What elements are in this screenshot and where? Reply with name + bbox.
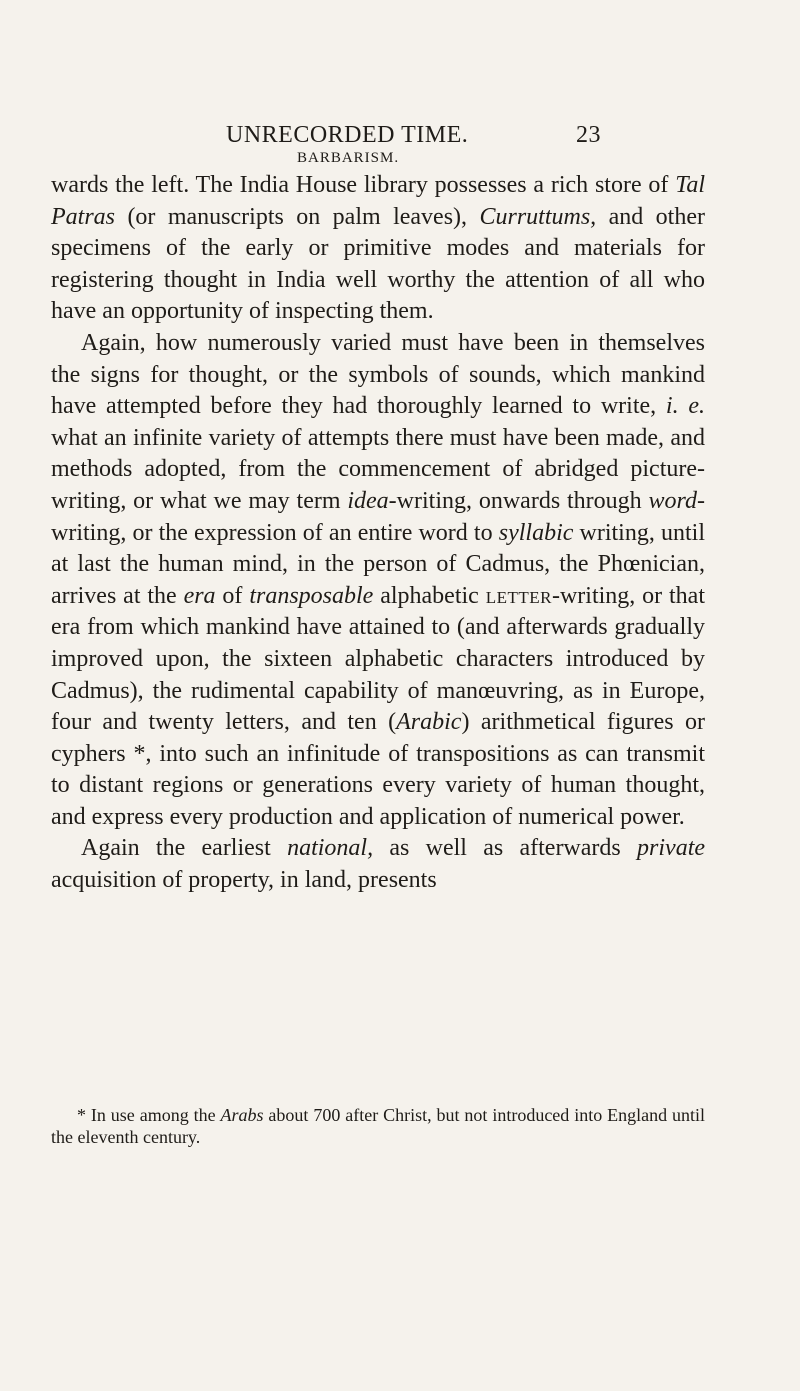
text-run: writing, until at last the human mind, in the person of Cadmus, the Phœnician, arrives at the <box>51 519 705 609</box>
page-number: 23 <box>576 122 601 148</box>
text-run: ) arithmetical figures or cyphers *, into such an infinitude of transpositions as can transmit to distant regions or generations every variety of human thought, and express every production and application of numerical power. <box>51 709 705 830</box>
text-run: -writing, or the expression of an entire word to <box>51 487 705 546</box>
paragraph-1 <box>51 170 705 328</box>
italic-run: era <box>183 582 216 609</box>
paragraph-2 <box>51 328 705 834</box>
italic-run: national, <box>287 835 374 862</box>
footnote <box>51 1104 705 1148</box>
italic-run: i. e. <box>665 393 705 420</box>
text-run: and other specimens of the early or primitive modes and materials for registering thought in India well worthy the attention of all who have an opportunity of inspecting them. <box>51 203 705 325</box>
small-caps-run: letter <box>485 582 552 609</box>
text-run: of <box>215 582 250 609</box>
page-header <box>226 118 601 152</box>
italic-run: private <box>637 835 706 862</box>
text-run: writing, onwards through <box>396 487 649 514</box>
text-run: (or manuscripts on palm leaves), <box>115 203 480 230</box>
text-run: * In use among the <box>77 1105 221 1125</box>
running-title: UNRECORDED TIME. <box>226 122 469 148</box>
italic-run: word <box>648 487 697 514</box>
text-run: acquisition of property, in land, presents <box>51 867 437 894</box>
paragraph-3 <box>51 833 705 896</box>
italic-run: transposable <box>249 582 374 609</box>
body-text <box>51 170 705 897</box>
text-run: about 700 after Christ, but not introduced into England until the eleventh century. <box>51 1105 705 1147</box>
italic-run: Arabic <box>396 709 462 736</box>
italic-run: Curruttums, <box>479 203 597 230</box>
italic-run: idea- <box>347 487 397 514</box>
text-run: alphabetic <box>373 582 486 609</box>
text-run: -writing, or that era from which mankind have attained to (and afterwards gradually improved upon, the sixteen alphabetic characters introduced by Cadmus), the rudimental capability of manœuvring, as in Europe, four and twenty letters, and ten ( <box>51 582 705 736</box>
text-run: what an infinite variety of attempts there must have been made, and methods adopted, from the commencement of abridged picture-writing, or what we may term <box>51 424 705 514</box>
text-run: wards the left. The India House library possesses a rich store of <box>51 172 676 198</box>
section-heading: BARBARISM. <box>297 150 400 166</box>
italic-run: syllabic <box>498 519 574 546</box>
italic-run: Arabs <box>220 1105 264 1125</box>
text-run: Again, how numerously varied must have been in themselves the signs for thought, or the symbols of sounds, which mankind have attempted before they had thoroughly learned to write, <box>51 329 705 420</box>
text-run: Again the earliest <box>81 835 288 862</box>
italic-run: Tal Patras <box>51 172 705 230</box>
text-run: as well as afterwards <box>373 835 638 862</box>
